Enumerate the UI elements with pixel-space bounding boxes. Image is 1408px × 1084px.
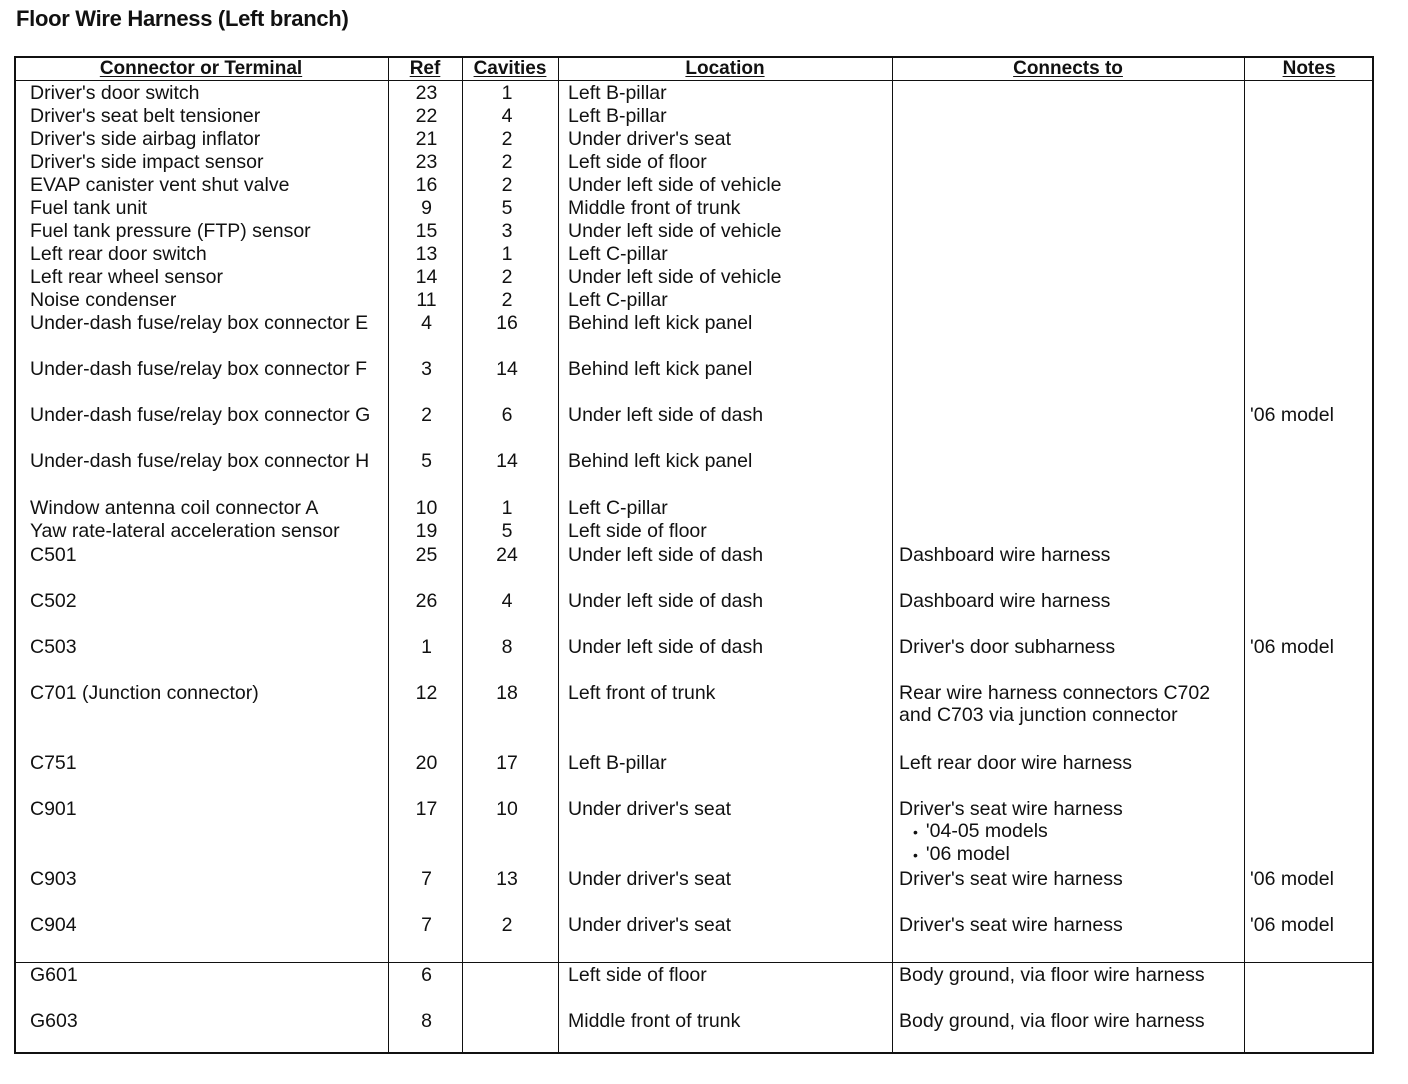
connector-name: Under-dash fuse/relay box connector G	[30, 404, 371, 426]
ref-value: 7	[421, 868, 432, 890]
ref-value: 20	[415, 752, 438, 774]
location-value: Under left side of vehicle	[568, 220, 782, 242]
connector-name: Under-dash fuse/relay box connector E	[30, 312, 369, 334]
connector-name: C503	[30, 636, 77, 658]
ref-value: 2	[421, 404, 432, 426]
ref-value: 8	[421, 1010, 432, 1032]
ref-value: 10	[415, 497, 438, 519]
header-divider	[14, 80, 1374, 81]
cavities-value: 1	[501, 82, 513, 104]
connector-name: Left rear door switch	[30, 243, 207, 265]
location-value: Under driver's seat	[568, 914, 732, 936]
ref-value: 11	[416, 289, 437, 311]
cavities-value: 1	[501, 497, 513, 519]
header-notes: Notes	[1282, 58, 1336, 79]
location-value: Behind left kick panel	[568, 312, 753, 334]
cavities-value: 2	[501, 174, 513, 196]
connector-name: Fuel tank unit	[30, 197, 148, 219]
location-value: Behind left kick panel	[568, 450, 753, 472]
ref-value: 26	[415, 590, 438, 612]
cavities-value: 2	[501, 151, 513, 173]
connector-name: Driver's seat belt tensioner	[30, 105, 261, 127]
ref-value: 4	[421, 312, 432, 334]
location-value: Middle front of trunk	[568, 197, 741, 219]
location-value: Under left side of dash	[568, 590, 764, 612]
header-connects-to: Connects to	[1013, 58, 1123, 79]
connector-name: C501	[30, 544, 77, 566]
connector-name: Driver's door switch	[30, 82, 200, 104]
connector-name: Fuel tank pressure (FTP) sensor	[30, 220, 311, 242]
notes-value: '06 model	[1250, 868, 1334, 890]
cavities-value: 16	[496, 312, 518, 334]
connector-name: Left rear wheel sensor	[30, 266, 223, 288]
location-value: Under left side of dash	[568, 404, 764, 426]
connects-to-value: Rear wire harness connectors C702 and C703 via junction connector	[899, 682, 1211, 726]
variant-item: • '04-05 models	[909, 820, 1048, 843]
connector-name: C502	[30, 590, 77, 612]
location-value: Left side of floor	[568, 151, 707, 173]
connector-name: G603	[30, 1010, 78, 1032]
ref-value: 7	[421, 914, 432, 936]
ref-value: 14	[415, 266, 438, 288]
ref-value: 21	[415, 128, 438, 150]
cavities-value: 17	[496, 752, 518, 774]
connects-to-value: Dashboard wire harness	[899, 544, 1111, 566]
location-value: Left side of floor	[568, 964, 707, 986]
connects-to-value: Body ground, via floor wire harness	[899, 964, 1205, 986]
connector-name: Noise condenser	[30, 289, 177, 311]
connects-to-value: Driver's seat wire harness	[899, 868, 1123, 890]
notes-value: '06 model	[1250, 404, 1334, 426]
location-value: Under driver's seat	[568, 128, 732, 150]
variant-item: • '06 model	[909, 843, 1048, 866]
location-value: Middle front of trunk	[568, 1010, 741, 1032]
connects-to-value: Dashboard wire harness	[899, 590, 1111, 612]
connects-to-value: Body ground, via floor wire harness	[899, 1010, 1205, 1032]
cavities-value: 2	[501, 914, 513, 936]
notes-value: '06 model	[1250, 636, 1334, 658]
connector-name: Driver's side airbag inflator	[30, 128, 261, 150]
cavities-value: 2	[501, 128, 513, 150]
ref-value: 3	[421, 358, 432, 380]
header-connector: Connector or Terminal	[99, 58, 303, 79]
location-value: Left B-pillar	[568, 752, 667, 774]
header-ref: Ref	[409, 58, 441, 79]
location-value: Left front of trunk	[568, 682, 716, 704]
connector-name: Driver's side impact sensor	[30, 151, 264, 173]
connector-name: Window antenna coil connector A	[30, 497, 319, 519]
ref-value: 6	[421, 964, 432, 986]
connector-name: C751	[30, 752, 77, 774]
header-location: Location	[685, 58, 765, 79]
connector-name: C903	[30, 868, 77, 890]
cavities-value: 4	[501, 105, 513, 127]
location-value: Under left side of vehicle	[568, 174, 782, 196]
page-title: Floor Wire Harness (Left branch)	[16, 6, 349, 31]
connector-name: G601	[30, 964, 78, 986]
location-value: Under left side of vehicle	[568, 266, 782, 288]
header-cavities: Cavities	[473, 58, 547, 79]
cavities-value: 14	[496, 358, 518, 380]
location-value: Left B-pillar	[568, 105, 667, 127]
ground-section-divider	[14, 962, 1374, 963]
column-divider	[1244, 56, 1245, 1054]
connector-table	[14, 56, 1374, 1054]
connector-name: C904	[30, 914, 77, 936]
connects-to-value: Driver's seat wire harness	[899, 914, 1123, 936]
ref-value: 15	[415, 220, 438, 242]
location-value: Under driver's seat	[568, 798, 732, 820]
column-divider	[558, 56, 559, 1054]
ref-value: 22	[415, 105, 438, 127]
connects-to-value: Driver's seat wire harness	[899, 798, 1123, 820]
location-value: Left B-pillar	[568, 82, 667, 104]
ref-value: 1	[421, 636, 432, 658]
cavities-value: 1	[501, 243, 513, 265]
cavities-value: 5	[501, 197, 513, 219]
cavities-value: 2	[501, 266, 513, 288]
location-value: Left side of floor	[568, 520, 707, 542]
connects-to-value: Left rear door wire harness	[899, 752, 1133, 774]
cavities-value: 8	[501, 636, 513, 658]
cavities-value: 18	[496, 682, 518, 704]
ref-value: 9	[421, 197, 432, 219]
notes-value: '06 model	[1250, 914, 1334, 936]
ref-value: 5	[421, 450, 432, 472]
connector-name: C701 (Junction connector)	[30, 682, 259, 704]
connects-to-variants	[909, 820, 1048, 866]
cavities-value: 24	[496, 544, 518, 566]
connector-name: EVAP canister vent shut valve	[30, 174, 290, 196]
cavities-value: 4	[501, 590, 513, 612]
location-value: Under left side of dash	[568, 544, 764, 566]
location-value: Left C-pillar	[568, 497, 668, 519]
cavities-value: 10	[496, 798, 518, 820]
ref-value: 17	[415, 798, 438, 820]
location-value: Left C-pillar	[568, 289, 668, 311]
connector-name: Under-dash fuse/relay box connector H	[30, 450, 370, 472]
ref-value: 25	[415, 544, 438, 566]
ref-value: 16	[415, 174, 438, 196]
connects-to-value: Driver's door subharness	[899, 636, 1116, 658]
connector-name: Under-dash fuse/relay box connector F	[30, 358, 368, 380]
cavities-value: 6	[501, 404, 513, 426]
location-value: Left C-pillar	[568, 243, 668, 265]
connector-name: C901	[30, 798, 77, 820]
cavities-value: 13	[496, 868, 518, 890]
ref-value: 23	[415, 151, 438, 173]
cavities-value: 3	[501, 220, 513, 242]
ref-value: 13	[415, 243, 438, 265]
ref-value: 23	[415, 82, 438, 104]
ref-value: 12	[415, 682, 438, 704]
location-value: Under left side of dash	[568, 636, 764, 658]
cavities-value: 14	[496, 450, 518, 472]
cavities-value: 2	[501, 289, 513, 311]
connector-name: Yaw rate-lateral acceleration sensor	[30, 520, 340, 542]
ref-value: 19	[415, 520, 438, 542]
cavities-value: 5	[501, 520, 513, 542]
location-value: Behind left kick panel	[568, 358, 753, 380]
location-value: Under driver's seat	[568, 868, 732, 890]
